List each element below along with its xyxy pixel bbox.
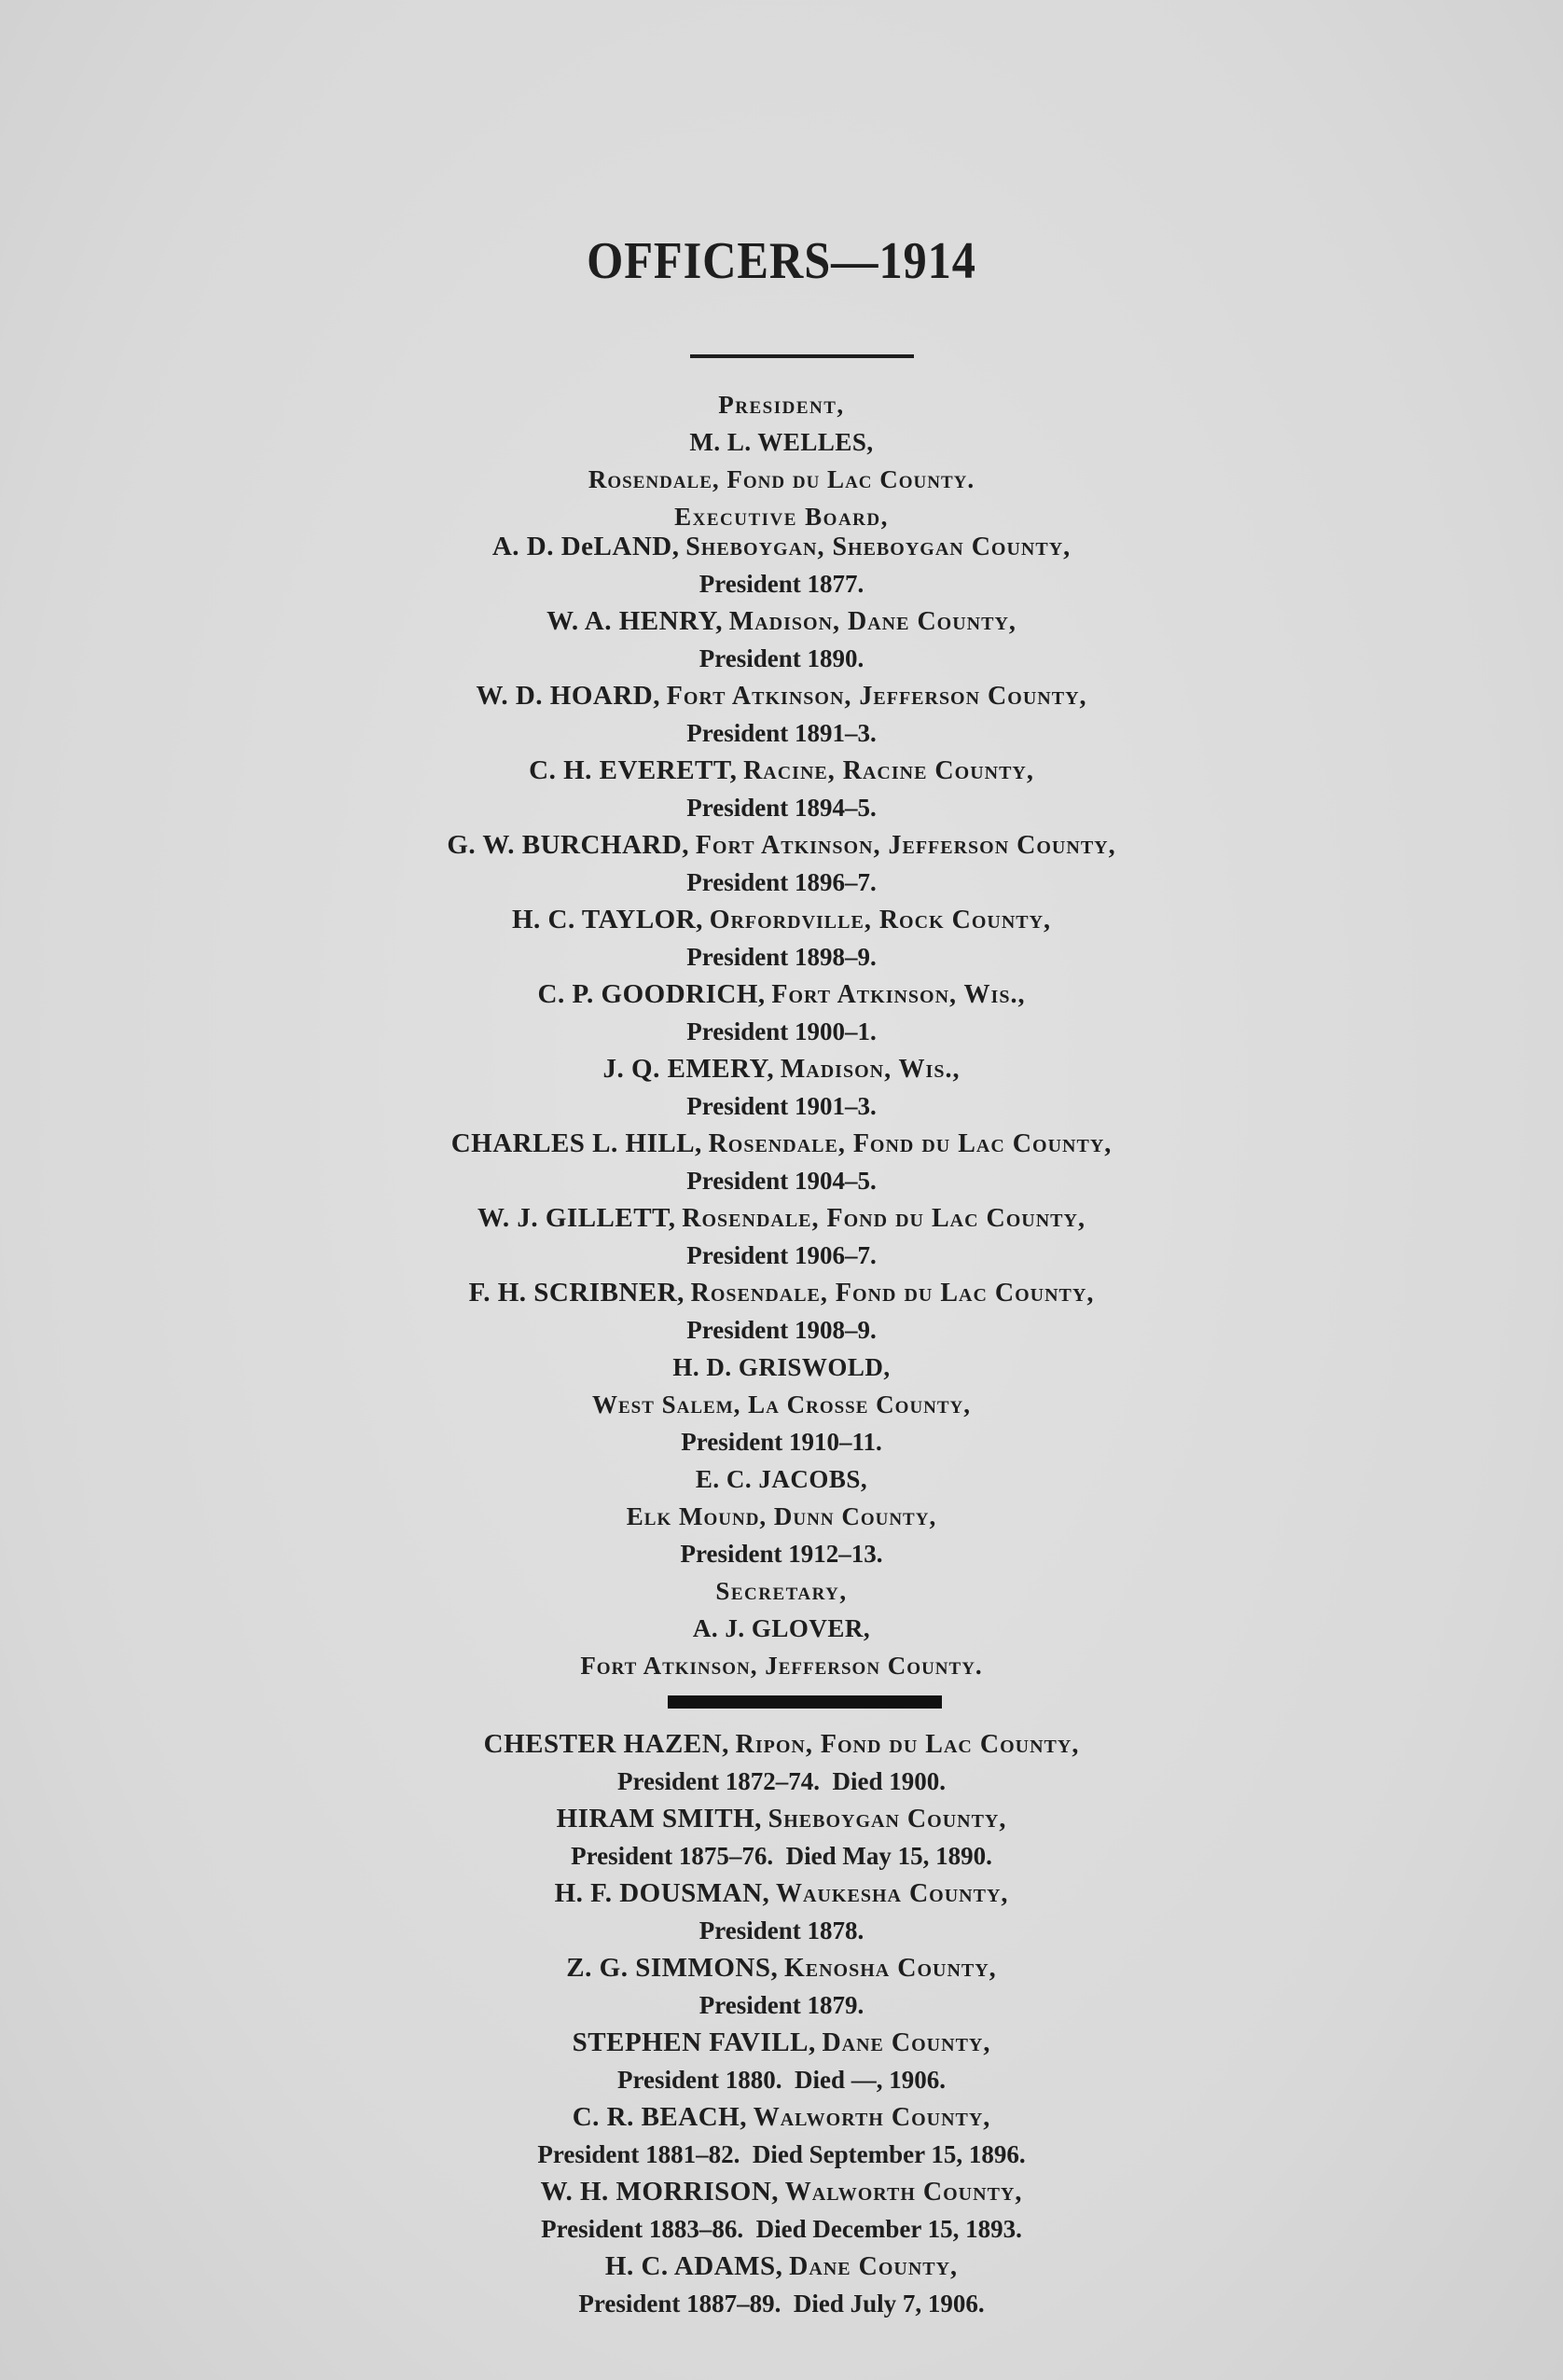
former-president-name: W. H. MORRISON,: [540, 2177, 780, 2207]
president-name: M. L. WELLES,: [689, 428, 874, 456]
board-member-place: Fort Atkinson, Wis.,: [771, 980, 1026, 1009]
president-place: Rosendale, Fond du Lac County.: [588, 465, 975, 493]
former-president-term: President 1880. Died —, 1906.: [617, 2066, 946, 2094]
board-member-name: W. D. HOARD,: [476, 681, 660, 711]
former-president-place: Dane County,: [789, 2252, 959, 2281]
board-member: [0, 677, 1563, 752]
board-member-term: President 1900–1.: [686, 1017, 877, 1045]
former-president-term: President 1881–82. Died September 15, 1896.: [537, 2140, 1026, 2168]
former-president-place: Waukesha County,: [776, 1879, 1009, 1908]
board-member-term: President 1898–9.: [686, 943, 877, 971]
executive-board-list-continued: [0, 1349, 1563, 1684]
board-member-name: W. J. GILLETT,: [477, 1203, 676, 1233]
former-president-term: President 1878.: [699, 1916, 864, 1944]
former-president-term: President 1872–74. Died 1900.: [617, 1767, 946, 1795]
board-member-name: E. C. JACOBS,: [695, 1465, 868, 1493]
board-member-term: President 1891–3.: [686, 719, 877, 747]
former-president: [0, 1725, 1563, 1800]
board-member-term: President 1877.: [699, 570, 864, 598]
section-divider: [668, 1695, 942, 1709]
board-member: [0, 826, 1563, 901]
board-member-term: President 1896–7.: [686, 868, 877, 896]
former-president: [0, 2173, 1563, 2248]
former-president-name: STEPHEN FAVILL,: [572, 2027, 816, 2057]
board-member-term: President 1904–5.: [686, 1167, 877, 1195]
board-member-place: West Salem, La Crosse County,: [591, 1391, 972, 1418]
former-president-place: Kenosha County,: [783, 1954, 997, 1983]
board-member: [0, 528, 1563, 602]
board-member-term: President 1910–11.: [681, 1428, 882, 1456]
board-member: [0, 901, 1563, 976]
former-president-name: H. C. ADAMS,: [604, 2251, 783, 2281]
secretary-section: [0, 1572, 1563, 1684]
executive-board-list: [0, 528, 1563, 1349]
former-president-term: President 1879.: [699, 1991, 864, 2019]
former-president-place: Ripon, Fond du Lac County,: [735, 1730, 1080, 1759]
former-president-term: President 1875–76. Died May 15, 1890.: [571, 1842, 992, 1870]
board-member-place: Sheboygan, Sheboygan County,: [685, 533, 1072, 561]
board-member: [0, 1460, 1563, 1572]
board-member-place: Rosendale, Fond du Lac County,: [708, 1129, 1113, 1158]
former-president-place: Walworth County,: [753, 2103, 991, 2132]
former-president-place: Dane County,: [822, 2028, 991, 2057]
board-member: [0, 1349, 1563, 1460]
former-president: [0, 1949, 1563, 2024]
president-heading: President,: [718, 391, 845, 419]
board-member: [0, 1274, 1563, 1349]
board-member-name: G. W. BURCHARD,: [447, 830, 690, 860]
board-member-name: F. H. SCRIBNER,: [468, 1278, 685, 1308]
former-president-name: CHESTER HAZEN,: [483, 1729, 729, 1759]
board-member: [0, 976, 1563, 1050]
board-member-place: Madison, Wis.,: [780, 1055, 961, 1084]
board-member-name: CHARLES L. HILL,: [450, 1128, 702, 1158]
board-member-name: H. D. GRISWOLD,: [672, 1353, 891, 1381]
board-member-name: W. A. HENRY,: [546, 606, 724, 636]
former-president-name: Z. G. SIMMONS,: [566, 1953, 779, 1983]
board-member: [0, 1050, 1563, 1125]
secretary-name: A. J. GLOVER,: [692, 1614, 871, 1642]
board-member-place: Rosendale, Fond du Lac County,: [690, 1279, 1095, 1308]
former-presidents-list: [0, 1725, 1563, 2322]
board-member: [0, 752, 1563, 826]
former-president-term: President 1887–89. Died July 7, 1906.: [578, 2290, 985, 2318]
board-member-name: C. P. GOODRICH,: [537, 979, 766, 1009]
board-member-place: Racine, Racine County,: [743, 756, 1034, 785]
board-member-name: A. D. DeLAND,: [491, 532, 680, 561]
former-president-name: C. R. BEACH,: [572, 2102, 747, 2132]
former-president: [0, 1800, 1563, 1875]
board-member: [0, 1199, 1563, 1274]
board-member-place: Elk Mound, Dunn County,: [626, 1502, 937, 1530]
former-president: [0, 1875, 1563, 1949]
title-divider: [690, 354, 914, 358]
board-member-name: H. C. TAYLOR,: [511, 905, 703, 934]
former-president-place: Sheboygan County,: [768, 1805, 1007, 1833]
former-president-term: President 1883–86. Died December 15, 1893.: [541, 2215, 1022, 2243]
page-title: OFFICERS—1914: [587, 232, 976, 290]
former-president: [0, 2098, 1563, 2173]
board-member-place: Fort Atkinson, Jefferson County,: [666, 682, 1087, 711]
former-president-name: H. F. DOUSMAN,: [554, 1878, 770, 1908]
board-member-term: President 1906–7.: [686, 1241, 877, 1269]
executive-board-heading: Executive Board,: [674, 503, 889, 531]
board-member-term: President 1890.: [699, 644, 864, 672]
former-president-name: HIRAM SMITH,: [556, 1804, 762, 1833]
board-member-place: Rosendale, Fond du Lac County,: [682, 1204, 1086, 1233]
board-member-term: President 1908–9.: [686, 1316, 877, 1344]
president-section: [0, 386, 1563, 535]
board-member-term: President 1901–3.: [686, 1092, 877, 1120]
former-president: [0, 2024, 1563, 2098]
board-member-name: C. H. EVERETT,: [529, 755, 738, 785]
board-member-place: Orfordville, Rock County,: [709, 906, 1052, 934]
board-member-place: Fort Atkinson, Jefferson County,: [695, 831, 1116, 860]
board-member-term: President 1894–5.: [686, 794, 877, 822]
former-president: [0, 2248, 1563, 2322]
secretary-heading: Secretary,: [715, 1577, 848, 1605]
board-member-term: President 1912–13.: [680, 1540, 883, 1568]
board-member: [0, 1125, 1563, 1199]
secretary-place: Fort Atkinson, Jefferson County.: [580, 1652, 983, 1680]
board-member-place: Madison, Dane County,: [728, 607, 1017, 636]
board-member: [0, 602, 1563, 677]
board-member-name: J. Q. EMERY,: [602, 1054, 775, 1084]
former-president-place: Walworth County,: [784, 2178, 1023, 2207]
